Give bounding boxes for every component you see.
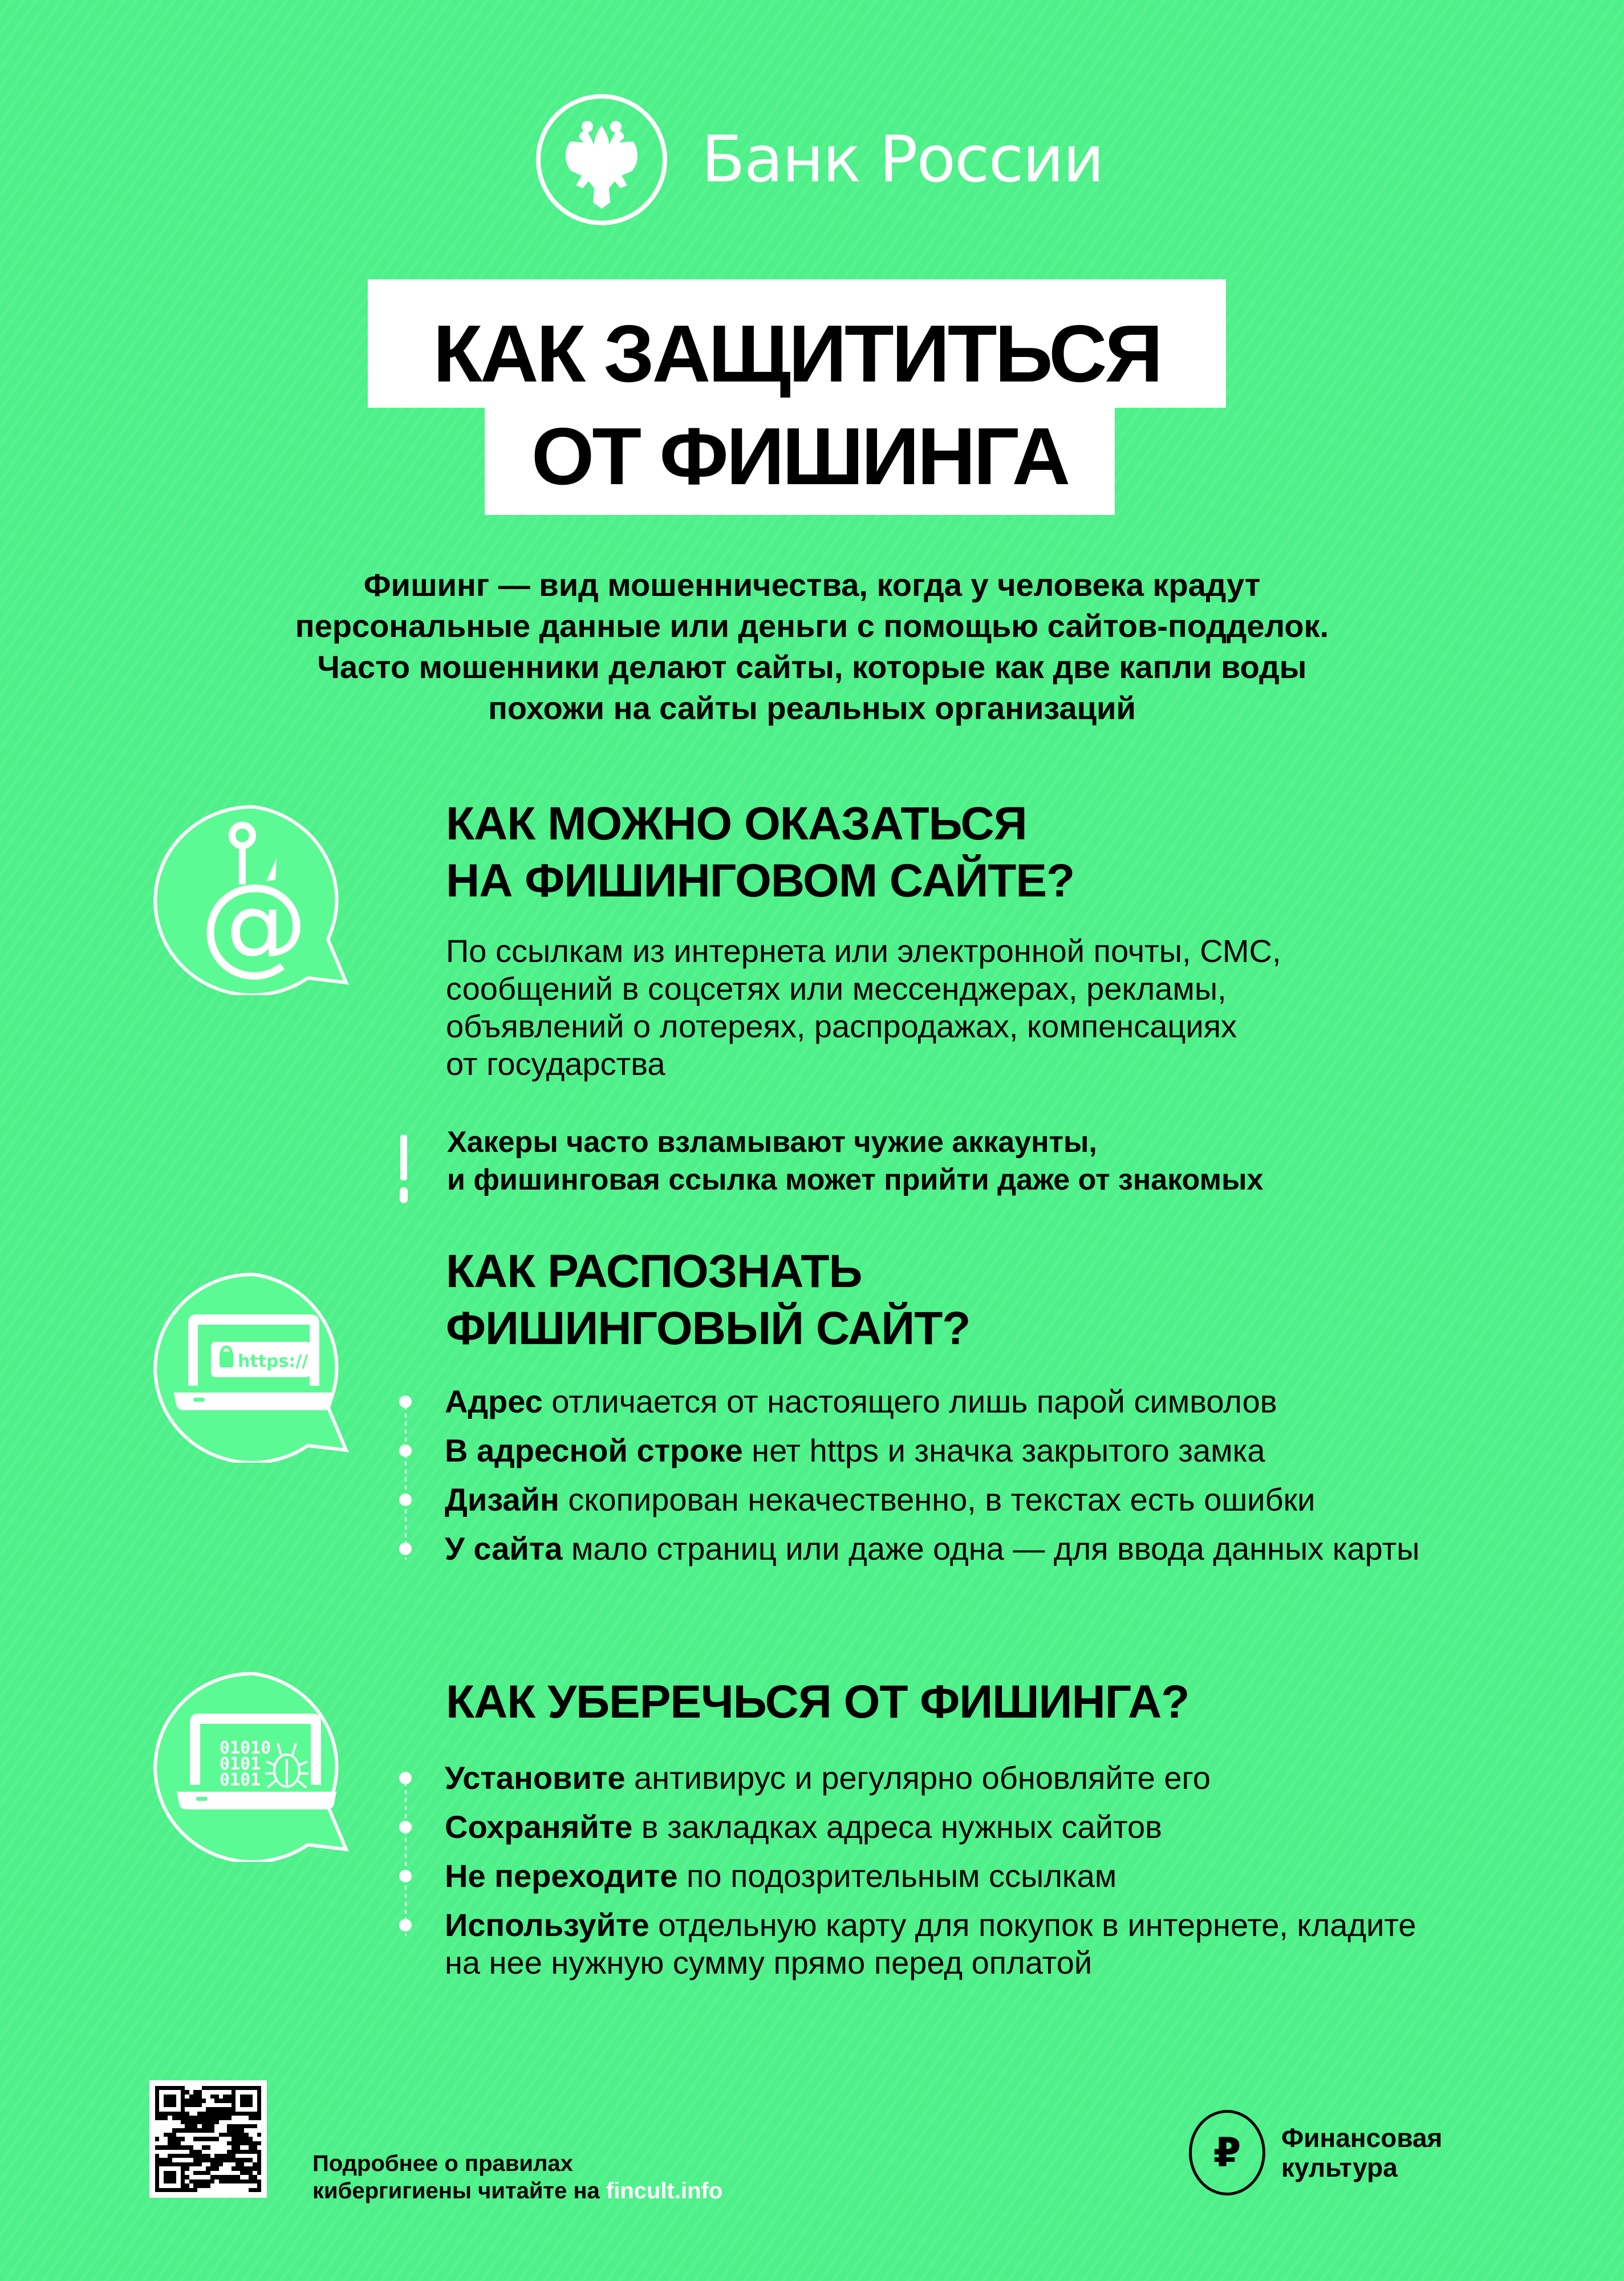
heading-line: КАК РАСПОЗНАТЬ [446,1245,862,1297]
financial-culture-logo [1189,2110,1442,2195]
bank-of-russia-logo [536,94,1103,225]
bullet-bold: У сайта [445,1531,563,1566]
bullet-text: скопирован некачественно, в текстах есть ошибки [559,1482,1316,1517]
fishing-hook-at-icon [140,790,368,995]
brand-line: культура [1281,2153,1398,2182]
bullet-icon [399,1493,412,1506]
bullet-text: в закладках адреса нужных сайтов [632,1809,1162,1845]
list-item [399,1759,1511,1797]
bullet-icon [399,1395,412,1408]
intro-paragraph [171,565,1453,729]
double-headed-eagle-icon [536,94,667,225]
laptop-bug-icon [140,1657,368,1862]
fincult-link[interactable]: fincult.info [606,2178,723,2203]
financial-culture-text [1281,2123,1442,2182]
bullet-text: антивирус и регулярно обновляйте его [625,1760,1211,1796]
page-title-line-2: ОТ ФИШИНГА [531,411,1069,502]
section-how-get-on-phishing [446,795,1529,1083]
title-box-top [368,279,1226,408]
warning-line: и фишинговая ссылка может прийти даже от знакомых [447,1163,1264,1196]
section-heading [446,1243,1529,1357]
list-item [399,1808,1511,1846]
bullet-bold: Используйте [445,1907,649,1943]
svg-text:0101: 0101 [220,1754,261,1774]
bullet-bold: Не переходите [445,1858,678,1894]
heading-line: НА ФИШИНГОВОМ САЙТЕ? [446,855,1075,907]
svg-text:01010: 01010 [220,1738,271,1758]
bullet-text: мало страниц или даже одна — для ввода данных карты [562,1531,1420,1566]
exclamation-icon [399,1123,413,1209]
bullet-icon [399,1444,412,1457]
intro-line: персональные данные или деньги с помощью сайтов-подделок. [295,608,1329,644]
brand-line: Финансовая [1281,2123,1443,2153]
protect-bullet-list [399,1759,1511,1993]
page-title-line-1: КАК ЗАЩИТИТЬСЯ [433,309,1161,399]
heading-line: КАК УБЕРЕЧЬСЯ ОТ ФИШИНГА? [446,1676,1189,1728]
bullet-bold: Установите [445,1760,626,1796]
bullet-text: по подозрительным ссылкам [677,1858,1117,1894]
ruble-symbol: ₽ [1213,2130,1241,2175]
section-recognize-phishing [446,1243,1529,1357]
list-item [399,1906,1426,1982]
warning-note [399,1123,1263,1209]
intro-line: Часто мошенники делают сайты, которые как две капли воды [317,649,1307,685]
section-protect-from-phishing [446,1674,1529,1731]
more-info-line: кибергигиены читайте на [312,2178,606,2203]
bullet-icon [399,1919,412,1931]
intro-line: Фишинг — вид мошенничества, когда у человека крадут [363,567,1261,603]
bullet-text: отличается от настоящего лишь парой символов [542,1383,1277,1419]
bullet-icon [399,1821,412,1833]
section-body [446,932,1529,1083]
more-info-text [312,2150,722,2205]
recognize-bullet-list [399,1383,1511,1579]
body-line: от государства [446,1046,665,1082]
bullet-icon [399,1870,412,1882]
body-line: объявлений о лотереях, распродажах, компенсациях [446,1008,1237,1044]
svg-text:0101: 0101 [220,1770,261,1790]
svg-text:@: @ [200,861,308,987]
heading-line: ФИШИНГОВЫЙ САЙТ? [446,1302,971,1354]
title-box-bottom [485,399,1115,515]
bullet-bold: Сохраняйте [445,1809,633,1845]
bullet-bold: В адресной строке [445,1432,743,1468]
more-info-line: Подробнее о правилах [312,2151,573,2176]
warning-text [447,1123,1263,1209]
list-item [399,1481,1511,1519]
bullet-icon [399,1543,412,1555]
bullet-text: отдельную карту для покупок в интернете, кладите на нее нужную сумму прямо перед оплатой [445,1907,1416,1980]
body-line: По ссылкам из интернета или электронной почты, СМС, [446,933,1281,969]
svg-text:https://: https:// [238,1351,308,1371]
warning-line: Хакеры часто взламывают чужие аккаунты, [447,1126,1097,1159]
laptop-https-icon [140,1257,368,1463]
heading-line: КАК МОЖНО ОКАЗАТЬСЯ [446,798,1027,850]
body-line: сообщений в соцсетях или мессенджерах, рекламы, [446,971,1227,1006]
bullet-text: нет https и значка закрытого замка [742,1432,1265,1468]
list-item [399,1432,1511,1470]
list-item [399,1383,1511,1420]
bullet-icon [399,1772,412,1784]
qr-code-icon[interactable] [149,2080,267,2198]
list-item [399,1530,1454,1568]
ruble-coin-icon [1189,2110,1265,2195]
intro-line: похожи на сайты реальных организаций [488,690,1136,726]
bullet-bold: Адрес [445,1383,543,1419]
section-heading [446,1674,1529,1731]
bullet-bold: Дизайн [445,1482,559,1517]
list-item [399,1857,1511,1895]
section-heading [446,795,1529,910]
logo-text: Банк России [701,123,1103,197]
